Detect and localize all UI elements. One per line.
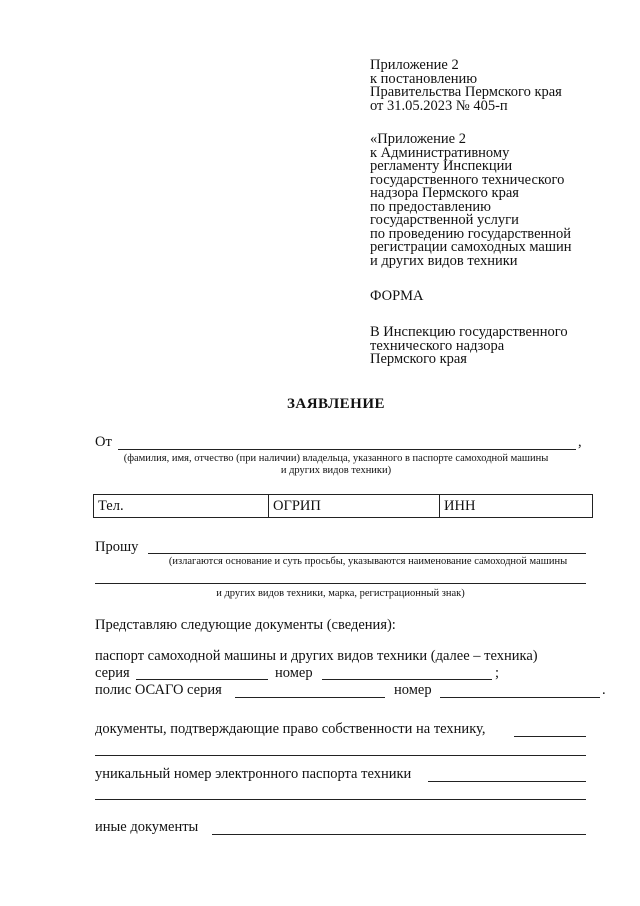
form-label: ФОРМА xyxy=(370,288,424,304)
annex-line: Приложение 2 xyxy=(370,57,459,73)
unique-number-field-line-2[interactable] xyxy=(95,799,586,800)
addressee xyxy=(370,326,568,367)
request-field-line-2[interactable] xyxy=(95,583,586,584)
passport-series-field[interactable] xyxy=(136,679,268,680)
phone-cell[interactable]: Тел. xyxy=(94,495,269,518)
annex-reference xyxy=(370,59,562,113)
ownership-field[interactable] xyxy=(514,736,586,737)
osago-series-field[interactable] xyxy=(235,697,385,698)
addressee-line: технического надзора xyxy=(370,337,505,354)
other-docs-text: иные документы xyxy=(95,819,199,835)
from-hint-line: и других видов техники) xyxy=(280,465,392,476)
annex-line: Правительства Пермского края xyxy=(370,84,562,100)
series-label: серия xyxy=(95,665,130,681)
regulation-line: государственного технического xyxy=(370,171,565,188)
from-hint-line: (фамилия, имя, отчество (при наличии) владельца, указанного в паспорте самоходной машины xyxy=(123,453,549,464)
regulation-line: к Административному xyxy=(370,144,510,161)
ogrip-cell[interactable]: ОГРИП xyxy=(269,495,440,518)
semicolon: ; xyxy=(495,665,500,681)
documents-intro: Представляю следующие документы (сведения): xyxy=(95,617,396,633)
contacts-row xyxy=(94,495,593,518)
passport-number-field[interactable] xyxy=(322,679,492,680)
regulation-reference xyxy=(370,133,572,268)
regulation-line: и других видов техники xyxy=(370,252,518,269)
annex-line: от 31.05.2023 № 405-п xyxy=(370,97,508,114)
addressee-line: В Инспекцию государственного xyxy=(370,324,568,340)
addressee-line: Пермского края xyxy=(370,351,467,367)
unique-number-field[interactable] xyxy=(428,781,586,782)
from-comma: , xyxy=(578,434,582,450)
from-label: От xyxy=(95,434,112,450)
document-title: ЗАЯВЛЕНИЕ xyxy=(286,396,386,412)
period: . xyxy=(602,682,606,698)
request-field[interactable] xyxy=(148,553,586,554)
other-docs-field[interactable] xyxy=(212,834,586,835)
regulation-line: надзора Пермского края xyxy=(370,185,519,201)
ownership-text: документы, подтверждающие право собственности на технику, xyxy=(95,721,486,737)
regulation-line: регистрации самоходных машин xyxy=(370,239,572,255)
ownership-field-line-2[interactable] xyxy=(95,755,586,756)
inn-cell[interactable]: ИНН xyxy=(440,495,593,518)
passport-text: паспорт самоходной машины и других видов техники (далее – техника) xyxy=(95,648,538,664)
request-hint-line: и других видов техники, марка, регистрационный знак) xyxy=(216,588,465,599)
from-name-field[interactable] xyxy=(118,449,576,450)
osago-number-field[interactable] xyxy=(440,697,600,698)
regulation-line: государственной услуги xyxy=(370,212,519,228)
from-hint xyxy=(95,453,577,477)
number-label: номер xyxy=(275,665,313,681)
request-hint-line: (излагаются основание и суть просьбы, указываются наименование самоходной машины xyxy=(168,556,568,567)
regulation-line: по предоставлению xyxy=(370,198,491,215)
regulation-line: регламенту Инспекции xyxy=(370,158,513,174)
annex-line: к постановлению xyxy=(370,70,478,87)
unique-number-text: уникальный номер электронного паспорта техники xyxy=(95,766,412,782)
contacts-table xyxy=(93,494,593,518)
osago-label: полис ОСАГО серия xyxy=(95,682,222,698)
osago-number-label: номер xyxy=(394,682,432,698)
regulation-line: «Приложение 2 xyxy=(370,131,466,147)
regulation-line: по проведению государственной xyxy=(370,225,572,242)
request-label: Прошу xyxy=(95,539,139,555)
